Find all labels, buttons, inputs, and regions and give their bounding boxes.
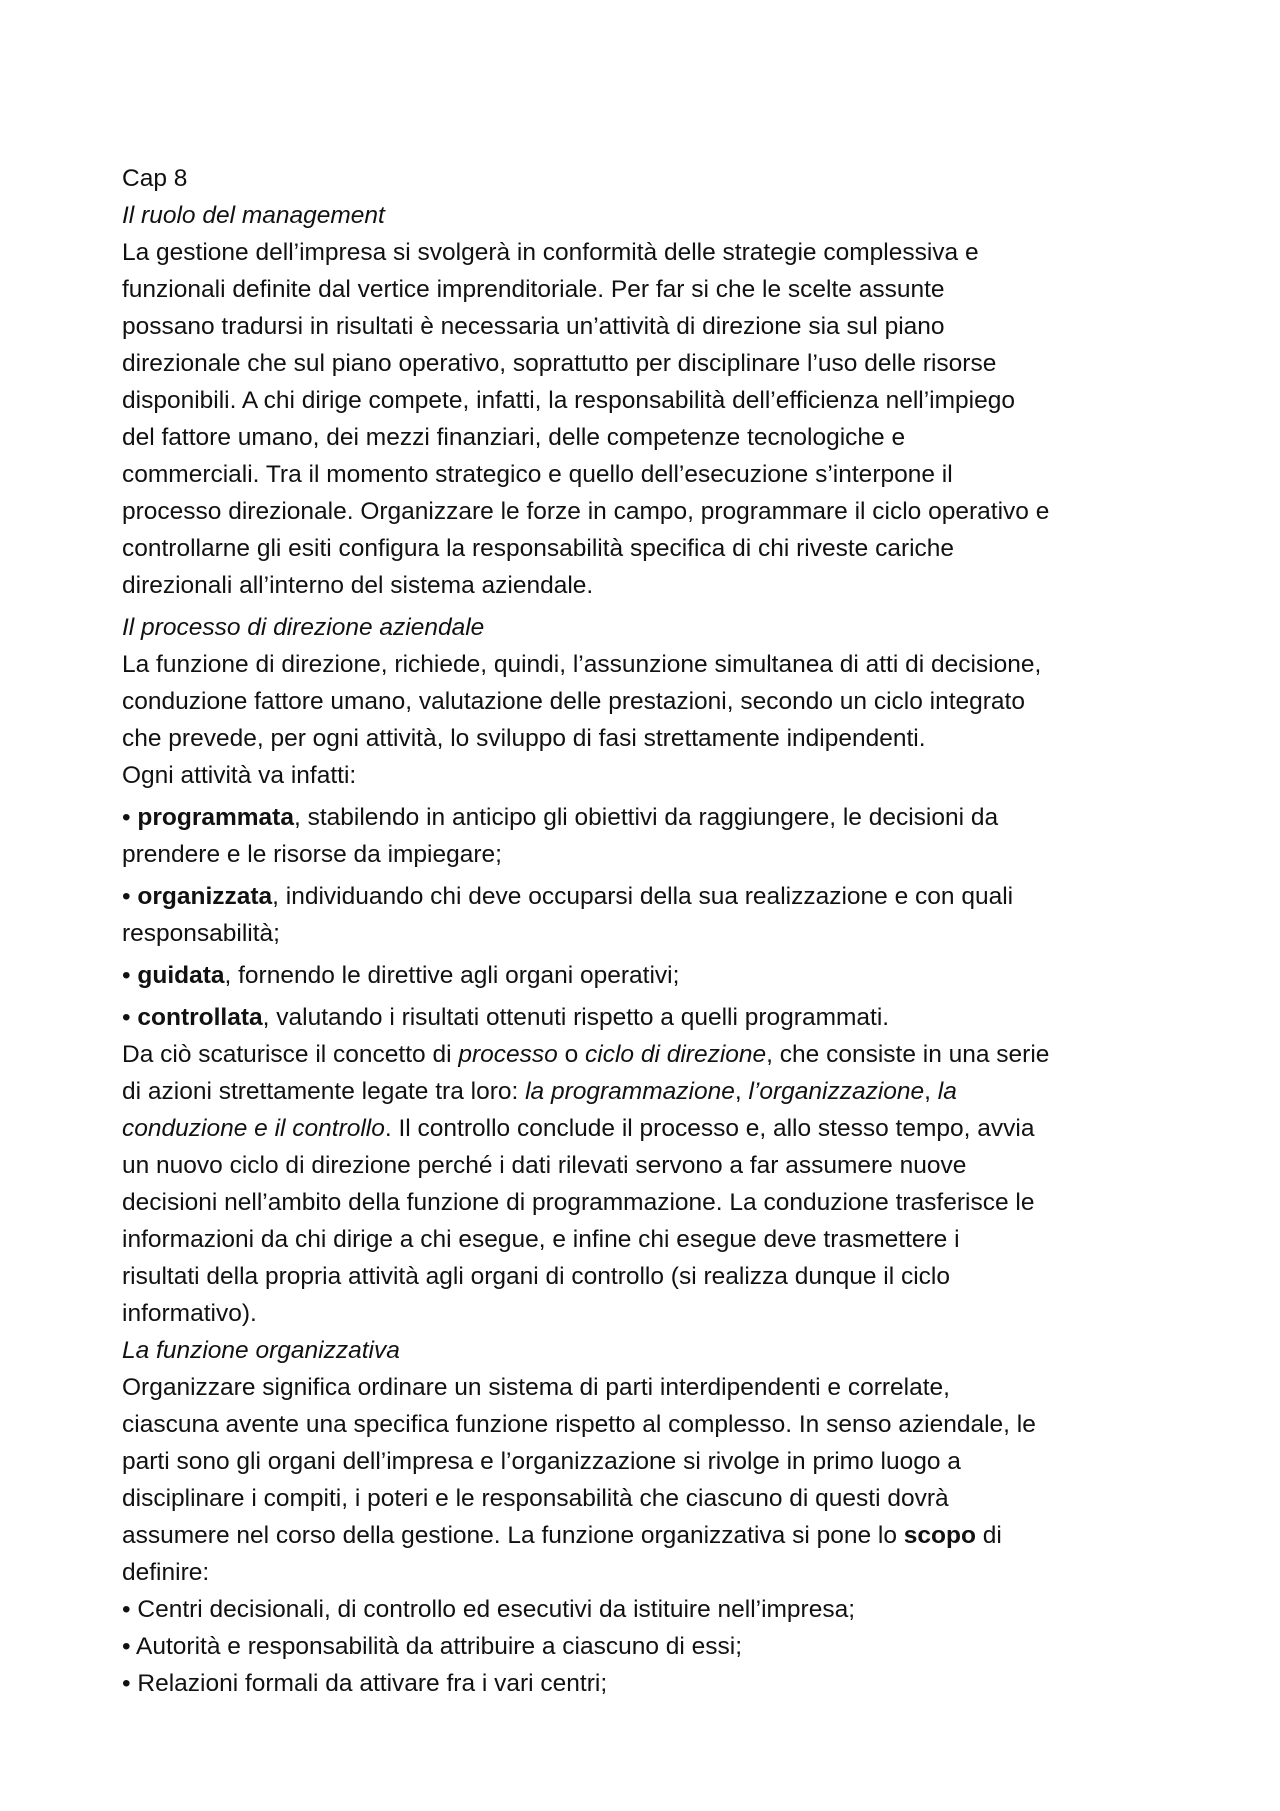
bullet-term: organizzata [137, 883, 273, 910]
text-line: La gestione dell’impresa si svolgerà in conformità delle strategie complessiva e [122, 239, 979, 266]
list-item [122, 999, 1182, 1036]
text-line: La funzione di direzione, richiede, quindi, l’assunzione simultanea di atti di decisione, [122, 651, 1042, 678]
text-line: controllarne gli esiti configura la responsabilità specifica di chi riveste cariche [122, 535, 955, 562]
text-run: , [734, 1078, 749, 1105]
list-item [122, 799, 1182, 873]
text-line: funzionali definite dal vertice imprenditoriale. Per far si che le scelte assunte [122, 276, 945, 303]
text-run: . Il controllo conclude il processo e, allo stesso tempo, avvia [384, 1115, 1035, 1142]
bullet-marker: • [122, 1633, 131, 1660]
list-item [122, 1591, 1182, 1628]
text-line: direzionale che sul piano operativo, soprattutto per disciplinare l’uso delle risorse [122, 350, 997, 377]
bullet-text: , valutando i risultati ottenuti rispetto a quelli programmati. [262, 1004, 890, 1031]
bullet-text: , stabilendo in anticipo gli obiettivi da raggiungere, le decisioni da [293, 804, 999, 831]
bullet-term: controllata [137, 1004, 263, 1031]
italic-term: l’organizzazione [748, 1078, 925, 1105]
bullet-list-scopo [122, 1591, 1182, 1702]
italic-term: processo [458, 1041, 558, 1068]
section-title-ruolo-management: Il ruolo del management [122, 202, 385, 229]
bullet-continuation: responsabilità; [122, 920, 280, 947]
paragraph-ruolo-management [122, 234, 1182, 604]
bullet-marker: • [122, 883, 131, 910]
text-line: commerciali. Tra il momento strategico e quello dell’esecuzione s’interpone il [122, 461, 953, 488]
bullet-continuation: prendere e le risorse da impiegare; [122, 841, 502, 868]
text-line: che prevede, per ogni attività, lo sviluppo di fasi strettamente indipendenti. [122, 725, 926, 752]
text-run: , che consiste in una serie [766, 1041, 1050, 1068]
text-run: assumere nel corso della gestione. La funzione organizzativa si pone lo [122, 1522, 904, 1549]
bullet-marker: • [122, 1670, 131, 1697]
chapter-label: Cap 8 [122, 165, 188, 192]
italic-term: conduzione e il controllo [122, 1115, 385, 1142]
bold-term: scopo [903, 1522, 976, 1549]
section-title-funzione-organizzativa: La funzione organizzativa [122, 1337, 400, 1364]
text-line: conduzione fattore umano, valutazione delle prestazioni, secondo un ciclo integrato [122, 688, 1025, 715]
text-line: del fattore umano, dei mezzi finanziari, delle competenze tecnologiche e [122, 424, 906, 451]
text-line: decisioni nell’ambito della funzione di programmazione. La conduzione trasferisce le [122, 1189, 1035, 1216]
bullet-marker: • [122, 804, 131, 831]
section-title-processo-direzione: Il processo di direzione aziendale [122, 614, 485, 641]
text-line: disciplinare i compiti, i poteri e le responsabilità che ciascuno di questi dovrà [122, 1485, 949, 1512]
bullet-list-attivita [122, 799, 1182, 1036]
text-line: ciascuna avente una specifica funzione rispetto al complesso. In senso aziendale, le [122, 1411, 1036, 1438]
text-line: informazioni da chi dirige a chi esegue, e infine chi esegue deve trasmettere i [122, 1226, 960, 1253]
italic-term: ciclo di direzione [585, 1041, 767, 1068]
italic-term: la [937, 1078, 957, 1105]
text-line: informativo). [122, 1300, 257, 1327]
text-line: Organizzare significa ordinare un sistema di parti interdipendenti e correlate, [122, 1374, 950, 1401]
bullet-marker: • [122, 1596, 131, 1623]
text-line: parti sono gli organi dell’impresa e l’organizzazione si rivolge in primo luogo a [122, 1448, 961, 1475]
bullet-text: Centri decisionali, di controllo ed esecutivi da istituire nell’impresa; [130, 1596, 856, 1623]
bullet-text: , individuando chi deve occuparsi della sua realizzazione e con quali [272, 883, 1014, 910]
document-page [122, 160, 1182, 1702]
text-run: , [924, 1078, 938, 1105]
text-run: di azioni strettamente legate tra loro: [122, 1078, 526, 1105]
paragraph-funzione-organizzativa [122, 1369, 1182, 1591]
text-line: Ogni attività va infatti: [122, 762, 357, 789]
paragraph-ciclo-direzione [122, 1036, 1182, 1332]
paragraph-processo-direzione [122, 646, 1182, 794]
list-item [122, 957, 1182, 994]
list-item [122, 1665, 1182, 1702]
text-run: Da ciò scaturisce il concetto di [122, 1041, 459, 1068]
bullet-term: programmata [137, 804, 294, 831]
text-line: disponibili. A chi dirige compete, infatti, la responsabilità dell’efficienza nell’impiego [122, 387, 1015, 414]
text-line: risultati della propria attività agli organi di controllo (si realizza dunque il ciclo [122, 1263, 950, 1290]
text-line: direzionali all’interno del sistema aziendale. [122, 572, 594, 599]
bullet-marker: • [122, 1004, 131, 1031]
text-run: di [975, 1522, 1002, 1549]
bullet-text: Autorità e responsabilità da attribuire a ciascuno di essi; [130, 1633, 743, 1660]
text-line: un nuovo ciclo di direzione perché i dati rilevati servono a far assumere nuove [122, 1152, 967, 1179]
text-line: possano tradursi in risultati è necessaria un’attività di direzione sia sul piano [122, 313, 945, 340]
text-line: definire: [122, 1559, 210, 1586]
list-item [122, 1628, 1182, 1665]
bullet-text: , fornendo le direttive agli organi operativi; [224, 962, 680, 989]
bullet-term: guidata [137, 962, 225, 989]
text-run: o [557, 1041, 586, 1068]
text-line: processo direzionale. Organizzare le forze in campo, programmare il ciclo operativo e [122, 498, 1050, 525]
italic-term: la programmazione [525, 1078, 735, 1105]
bullet-text: Relazioni formali da attivare fra i vari centri; [130, 1670, 608, 1697]
list-item [122, 878, 1182, 952]
bullet-marker: • [122, 962, 131, 989]
